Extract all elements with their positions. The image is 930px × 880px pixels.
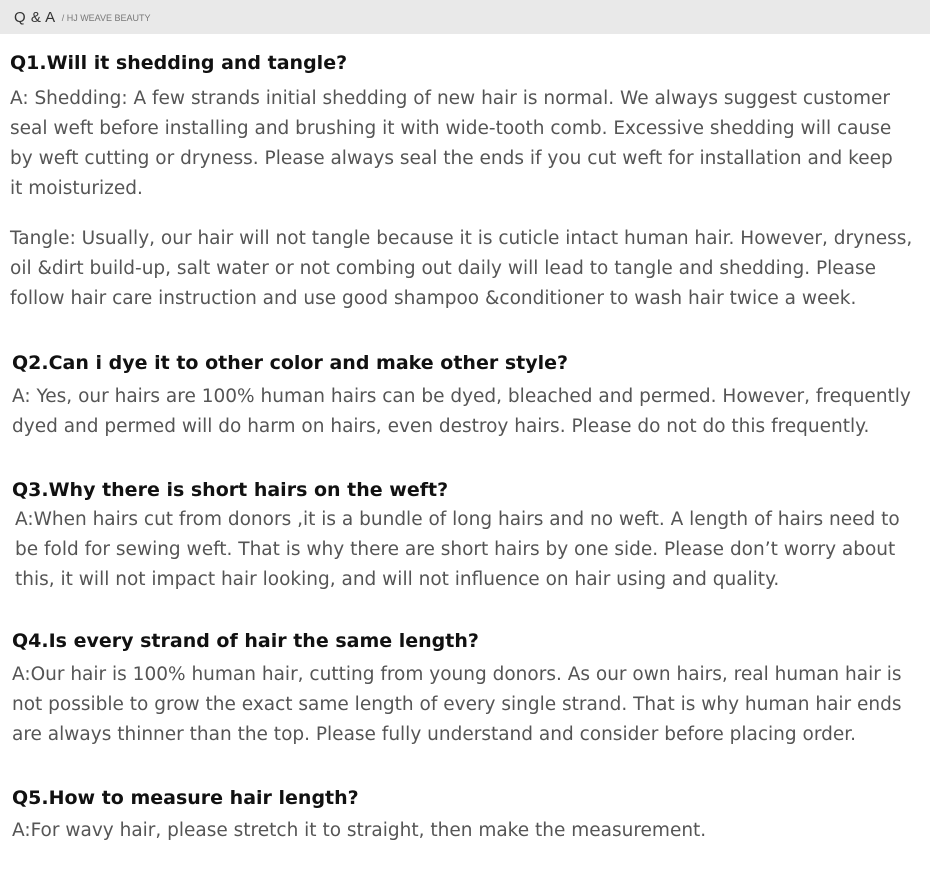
question-1: Q1.Will it shedding and tangle?: [10, 52, 348, 74]
answer-4: A:Our hair is 100% human hair, cutting from young donors. As our own hairs, real human hair is not possible to grow the exact same length of every single strand. That is why human hair ends are always thinner than the top. Please fully understand and consider before placing order.: [12, 664, 902, 745]
question-5: Q5.How to measure hair length?: [12, 787, 359, 809]
page-title: Q & A: [14, 8, 56, 26]
header-bar: [0, 0, 930, 34]
answer-2: A: Yes, our hairs are 100% human hairs can be dyed, bleached and permed. However, frequently dyed and permed will do harm on hairs, even destroy hairs. Please do not do this frequently.: [12, 386, 911, 437]
question-4: Q4.Is every strand of hair the same length?: [12, 630, 479, 652]
answer-1-tangle: Tangle: Usually, our hair will not tangle because it is cuticle intact human hair. However, dryness, oil &dirt build-up, salt water or not combing out daily will lead to tangle and shedding. Please follow hair care instruction and use good shampoo &conditioner to wash hair twice a week.: [10, 228, 913, 309]
answer-3: A:When hairs cut from donors ,it is a bundle of long hairs and no weft. A length of hairs need to be fold for sewing weft. That is why there are short hairs by one side. Please don’t worry about this, it will not impact hair looking, and will not influence on hair using and quality.: [15, 509, 900, 590]
answer-1-shedding: A: Shedding: A few strands initial shedding of new hair is normal. We always suggest customer seal weft before installing and brushing it with wide-tooth comb. Excessive shedding will cause by weft cutting or dryness. Please always seal the ends if you cut weft for installation and keep it moisturized.: [10, 88, 893, 199]
question-2: Q2.Can i dye it to other color and make other style?: [12, 352, 569, 374]
question-3: Q3.Why there is short hairs on the weft?: [12, 479, 449, 501]
answer-5: A:For wavy hair, please stretch it to straight, then make the measurement.: [12, 820, 707, 841]
brand-subtitle: / HJ WEAVE BEAUTY: [61, 13, 151, 23]
